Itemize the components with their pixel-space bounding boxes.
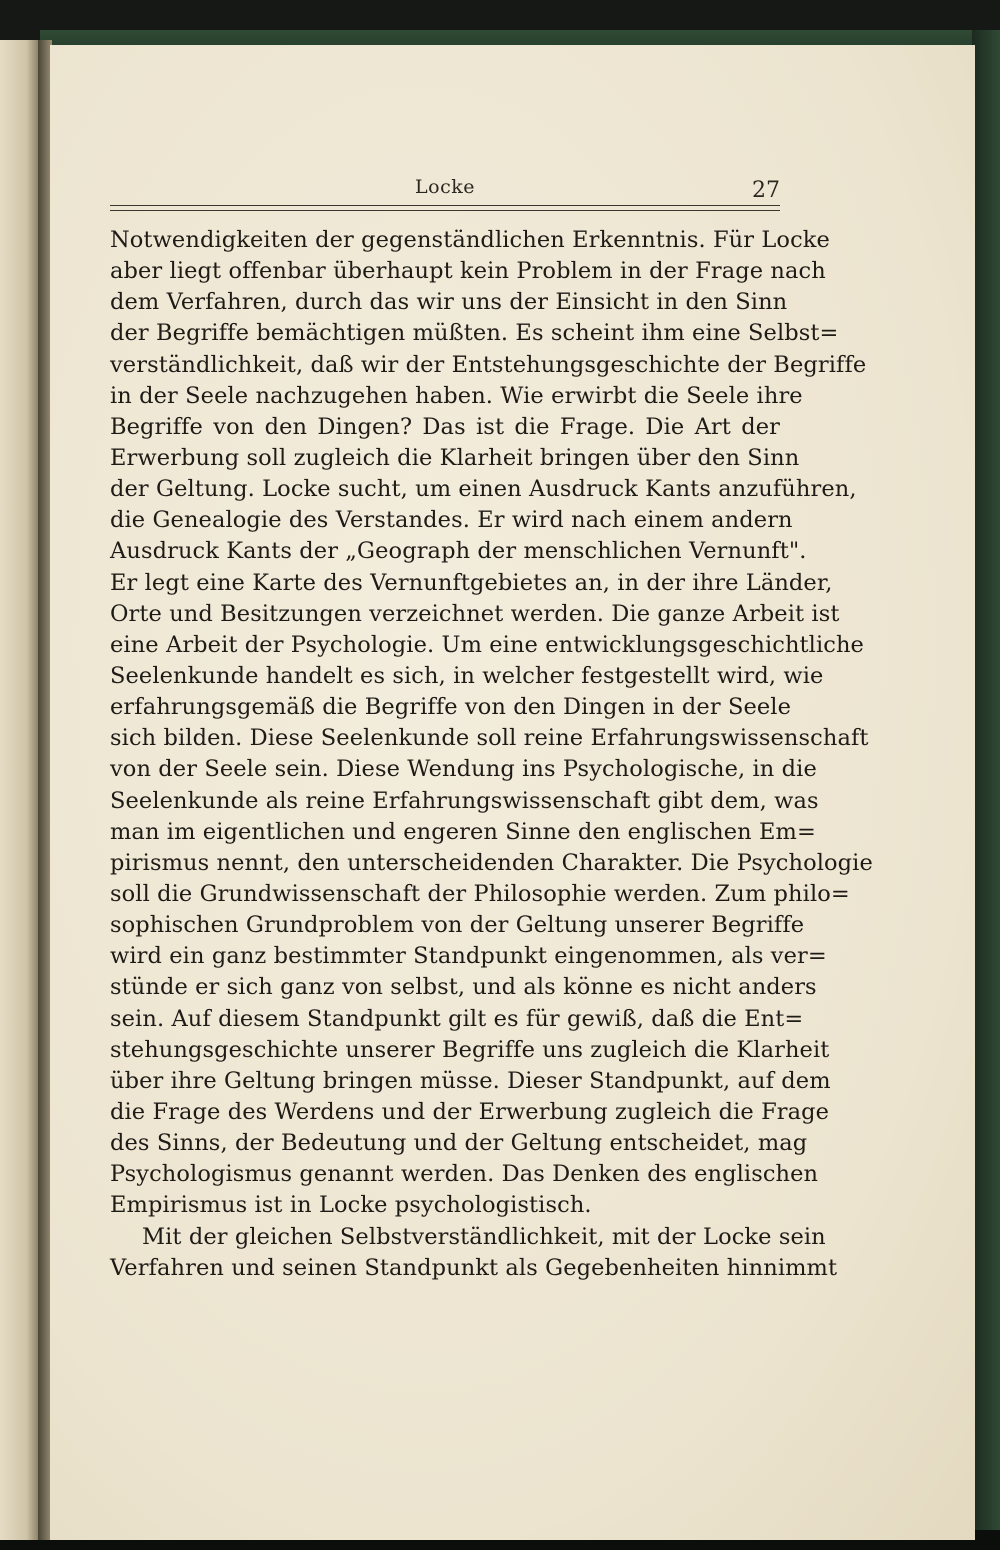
text-line: wird ein ganz bestimmter Standpunkt eingenommen, als ver= xyxy=(110,943,827,970)
text-line: eine Arbeit der Psychologie. Um eine entwicklungsgeschichtliche xyxy=(110,631,864,658)
text-line: stehungsgeschichte unserer Begriffe uns zugleich die Klarheit xyxy=(110,1036,830,1063)
text-line: pirismus nennt, den unterscheidenden Charakter. Die Psychologie xyxy=(110,849,873,876)
text-line: der Geltung. Locke sucht, um einen Ausdruck Kants anzuführen, xyxy=(110,476,857,503)
text-line: von der Seele sein. Diese Wendung ins Psychologische, in die xyxy=(110,756,817,783)
text-line: Notwendigkeiten der gegenständlichen Erkenntnis. Für Locke xyxy=(110,227,830,253)
running-head xyxy=(110,176,780,206)
text-line: Erwerbung soll zugleich die Klarheit bringen über den Sinn xyxy=(110,444,800,471)
text-line: sophischen Grundproblem von der Geltung unserer Begriffe xyxy=(110,912,805,939)
text-line: Seelenkunde handelt es sich, in welcher festgestellt wird, wie xyxy=(110,662,824,689)
text-line: über ihre Geltung bringen müsse. Dieser Standpunkt, auf dem xyxy=(110,1067,831,1094)
text-line: Er legt eine Karte des Vernunftgebietes an, in der ihre Länder, xyxy=(110,569,833,596)
text-line: Verfahren und seinen Standpunkt als Gegebenheiten hinnimmt xyxy=(110,1254,838,1281)
text-line: der Begriffe bemächtigen müßten. Es scheint ihm eine Selbst= xyxy=(110,320,839,347)
book-cover-right-edge xyxy=(972,30,1000,1530)
text-line: Psychologismus genannt werden. Das Denken des englischen xyxy=(110,1161,819,1188)
body-text xyxy=(110,225,873,1284)
text-line: stünde er sich ganz von selbst, und als könne es nicht anders xyxy=(110,974,817,1001)
left-page-fragment xyxy=(0,40,38,1540)
text-line: dem Verfahren, durch das wir uns der Einsicht in den Sinn xyxy=(110,289,788,316)
text-line: in der Seele nachzugehen haben. Wie erwirbt die Seele ihre xyxy=(110,382,803,409)
text-line: Seelenkunde als reine Erfahrungswissenschaft gibt dem, was xyxy=(110,787,819,814)
text-line: Mit der gleichen Selbstverständlichkeit, mit der Locke sein xyxy=(142,1223,826,1250)
text-line: Empirismus ist in Locke psychologistisch. xyxy=(110,1192,592,1219)
text-line: soll die Grundwissenschaft der Philosophie werden. Zum philo= xyxy=(110,880,850,907)
text-line: aber liegt offenbar überhaupt kein Problem in der Frage nach xyxy=(110,258,826,285)
text-line: des Sinns, der Bedeutung und der Geltung entscheidet, mag xyxy=(110,1130,808,1157)
header-rule xyxy=(110,205,780,211)
text-line: Begriffe von den Dingen? Das ist die Frage. Die Art der xyxy=(110,413,780,440)
text-line: Orte und Besitzungen verzeichnet werden. Die ganze Arbeit ist xyxy=(110,600,840,627)
page-number: 27 xyxy=(752,178,780,203)
text-line: erfahrungsgemäß die Begriffe von den Dingen in der Seele xyxy=(110,694,792,721)
text-line: Ausdruck Kants der „Geograph der menschlichen Vernunft". xyxy=(110,538,807,565)
text-line: man im eigentlichen und engeren Sinne den englischen Em= xyxy=(110,818,816,845)
text-line: verständlichkeit, daß wir der Entstehungsgeschichte der Begriffe xyxy=(110,351,867,378)
text-line: die Genealogie des Verstandes. Er wird nach einem andern xyxy=(110,507,793,534)
text-line: die Frage des Werdens und der Erwerbung zugleich die Frage xyxy=(110,1098,830,1125)
text-line: sein. Auf diesem Standpunkt gilt es für gewiß, daß die Ent= xyxy=(110,1005,804,1032)
text-line: sich bilden. Diese Seelenkunde soll reine Erfahrungswissenschaft xyxy=(110,725,869,752)
running-title: Locke xyxy=(415,176,475,198)
